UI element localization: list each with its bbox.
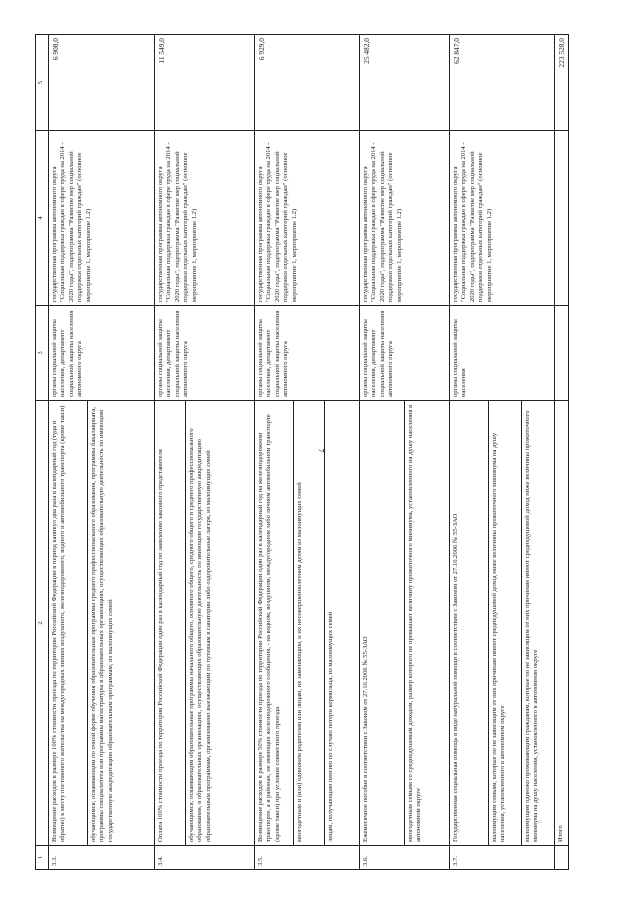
row-program: государственная программа автономного округа "Социальная поддержка граждан в сфере труда на 2014 - 2020 годы", подпрограмма "Развитие мер социальной поддержки отдельных категорий граждан" (основное мероприятие 1, мероприятие 1.2) <box>155 131 255 306</box>
table-row <box>360 35 405 870</box>
header-col-1: 1 <box>36 846 49 870</box>
row-recipients: малоимущим семьям, которые по не зависящим от них причинам имеют среднедушевой доход ниже величины прожиточного минимума на душу населения, установленного в автономном округе <box>489 401 522 846</box>
table-row <box>155 35 186 870</box>
row-program: государственная программа автономного округа "Социальная поддержка граждан в сфере труда на 2014 - 2020 годы", подпрограмма "Развитие мер социальной поддержки отдельных категорий граждан" (основное мероприятие 1, мероприятие 1.2) <box>49 131 155 306</box>
total-amount: 223 528,0 <box>555 35 569 131</box>
header-col-5: 5 <box>36 35 49 131</box>
header-col-4: 4 <box>36 131 49 306</box>
row-executor: органы социальной защиты населения <box>450 306 555 401</box>
total-label: Итого <box>555 401 569 846</box>
row-executor: органы социальной защиты населения, департамент социальной защиты населения автономного округа <box>155 306 255 401</box>
row-program: государственная программа автономного округа "Социальная поддержка граждан в сфере труда на 2014 - 2020 годы", подпрограмма "Развитие мер социальной поддержки отдельных категорий граждан" (основное мероприятие 1, мероприятие 1.2) <box>450 131 555 306</box>
row-amount: 25 482,0 <box>360 35 450 131</box>
table-row <box>49 35 88 870</box>
table-row <box>255 35 294 870</box>
row-recipients: обучающимся, осваивающим по очной форме обучения образовательные программы среднего профессионального образования, программы бакалавриата, программы специалитета или программы магистратуры в образовательных организациях, осуществляющих образовательную деятельность по имеющим государственную аккредитацию образовательным программам, из малоимущих семей <box>88 401 155 846</box>
row-description: Возмещение расходов в размере 50% стоимости проезда по территории Российской Федерации один раз в календарный год на железнодорожном транспорте, а в районах, не имеющих железнодорожного сообщения, - на водном, воздушном, междугородном либо личном автомобильном транспорте (кроме такси) при условии совместного проезда <box>255 401 294 846</box>
page-number: 7 <box>316 448 326 453</box>
total-row <box>555 35 569 870</box>
row-description: Возмещение расходов в размере 100% стоимости проезда по территории Российской Федерации в период каникул два раза в календарный год (туда и обратно) к месту постоянного жительства на междугородных линиях воздушного, железнодорожного, водного и автомобильного транспорта (кроме такси) <box>49 401 88 846</box>
row-executor: органы социальной защиты населения, департамент социальной защиты населения автономного округа <box>49 306 155 401</box>
row-amount: 6 929,0 <box>255 35 360 131</box>
rotated-table-container <box>35 35 601 870</box>
row-number: 3.4. <box>155 846 255 870</box>
row-program: государственная программа автономного округа "Социальная поддержка граждан в сфере труда на 2014 - 2020 годы", подпрограмма "Развитие мер социальной поддержки отдельных категорий граждан" (основное мероприятие 1, мероприятие 1.2) <box>360 131 450 306</box>
row-amount: 11 549,0 <box>155 35 255 131</box>
row-program: государственная программа автономного округа "Социальная поддержка граждан в сфере труда на 2014 - 2020 годы", подпрограмма "Развитие мер социальной поддержки отдельных категорий граждан" (основное мероприятие 1, мероприятие 1.2) <box>255 131 360 306</box>
row-amount: 6 908,0 <box>49 35 155 131</box>
row-description: Государственная социальная помощь в виде натуральной помощи в соответствии с Законом от 27.10.2006 № 55-ЗАО <box>450 401 489 846</box>
row-description: Ежемесячное пособие в соответствии с Законом от 27.10.2006 № 55-ЗАО <box>360 401 405 846</box>
header-row <box>36 35 49 870</box>
header-col-3: 3 <box>36 306 49 401</box>
row-recipients-2: малоимущим одиноко проживающим гражданам, которые по не зависящим от них причинам имеют среднедушевой доход ниже величины прожиточного минимума на душу населения, установленного в автономном округе <box>522 401 555 846</box>
row-description: Оплата 100% стоимости проезда по территории Российской Федерации один раз в календарный год по заявлению законного представителя <box>155 401 186 846</box>
benefits-table <box>35 34 569 870</box>
row-number: 3.5. <box>255 846 360 870</box>
row-recipients-2: лицам, получающим пенсию по случаю потери кормильца, из малоимущих семей <box>325 401 360 846</box>
row-recipients: многодетным семьям со среднедушевым доходом, размер которого не превышает величину прожиточного минимума, установленного на душу населения в автономном округе <box>405 401 450 846</box>
row-number: 3.7. <box>450 846 555 870</box>
row-executor: органы социальной защиты населения, департамент социальной защиты населения автономного округа <box>255 306 360 401</box>
row-recipients: обучающимся, осваивающим образовательные программы начального общего, основного общего, среднего общего и среднего профессионального образования, в образовательных организациях, осуществляющих образовательную деятельность по имеющим государственную аккредитацию образовательным программам, организованно выезжающим по путевкам в санатории либо оздоровительные лагеря, из малоимущих семей <box>186 401 255 846</box>
table-row <box>450 35 489 870</box>
row-recipients: многодетным и (или) одиноким родителям или лицам, их заменяющим, и их несовершеннолетним детям из малоимущих семей <box>294 401 325 846</box>
row-number: 3.6. <box>360 846 450 870</box>
row-executor: органы социальной защиты населения, департамент социальной защиты населения автономного округа <box>360 306 450 401</box>
header-col-2: 2 <box>36 401 49 846</box>
row-number: 3.3. <box>49 846 155 870</box>
row-amount: 62 847,0 <box>450 35 555 131</box>
